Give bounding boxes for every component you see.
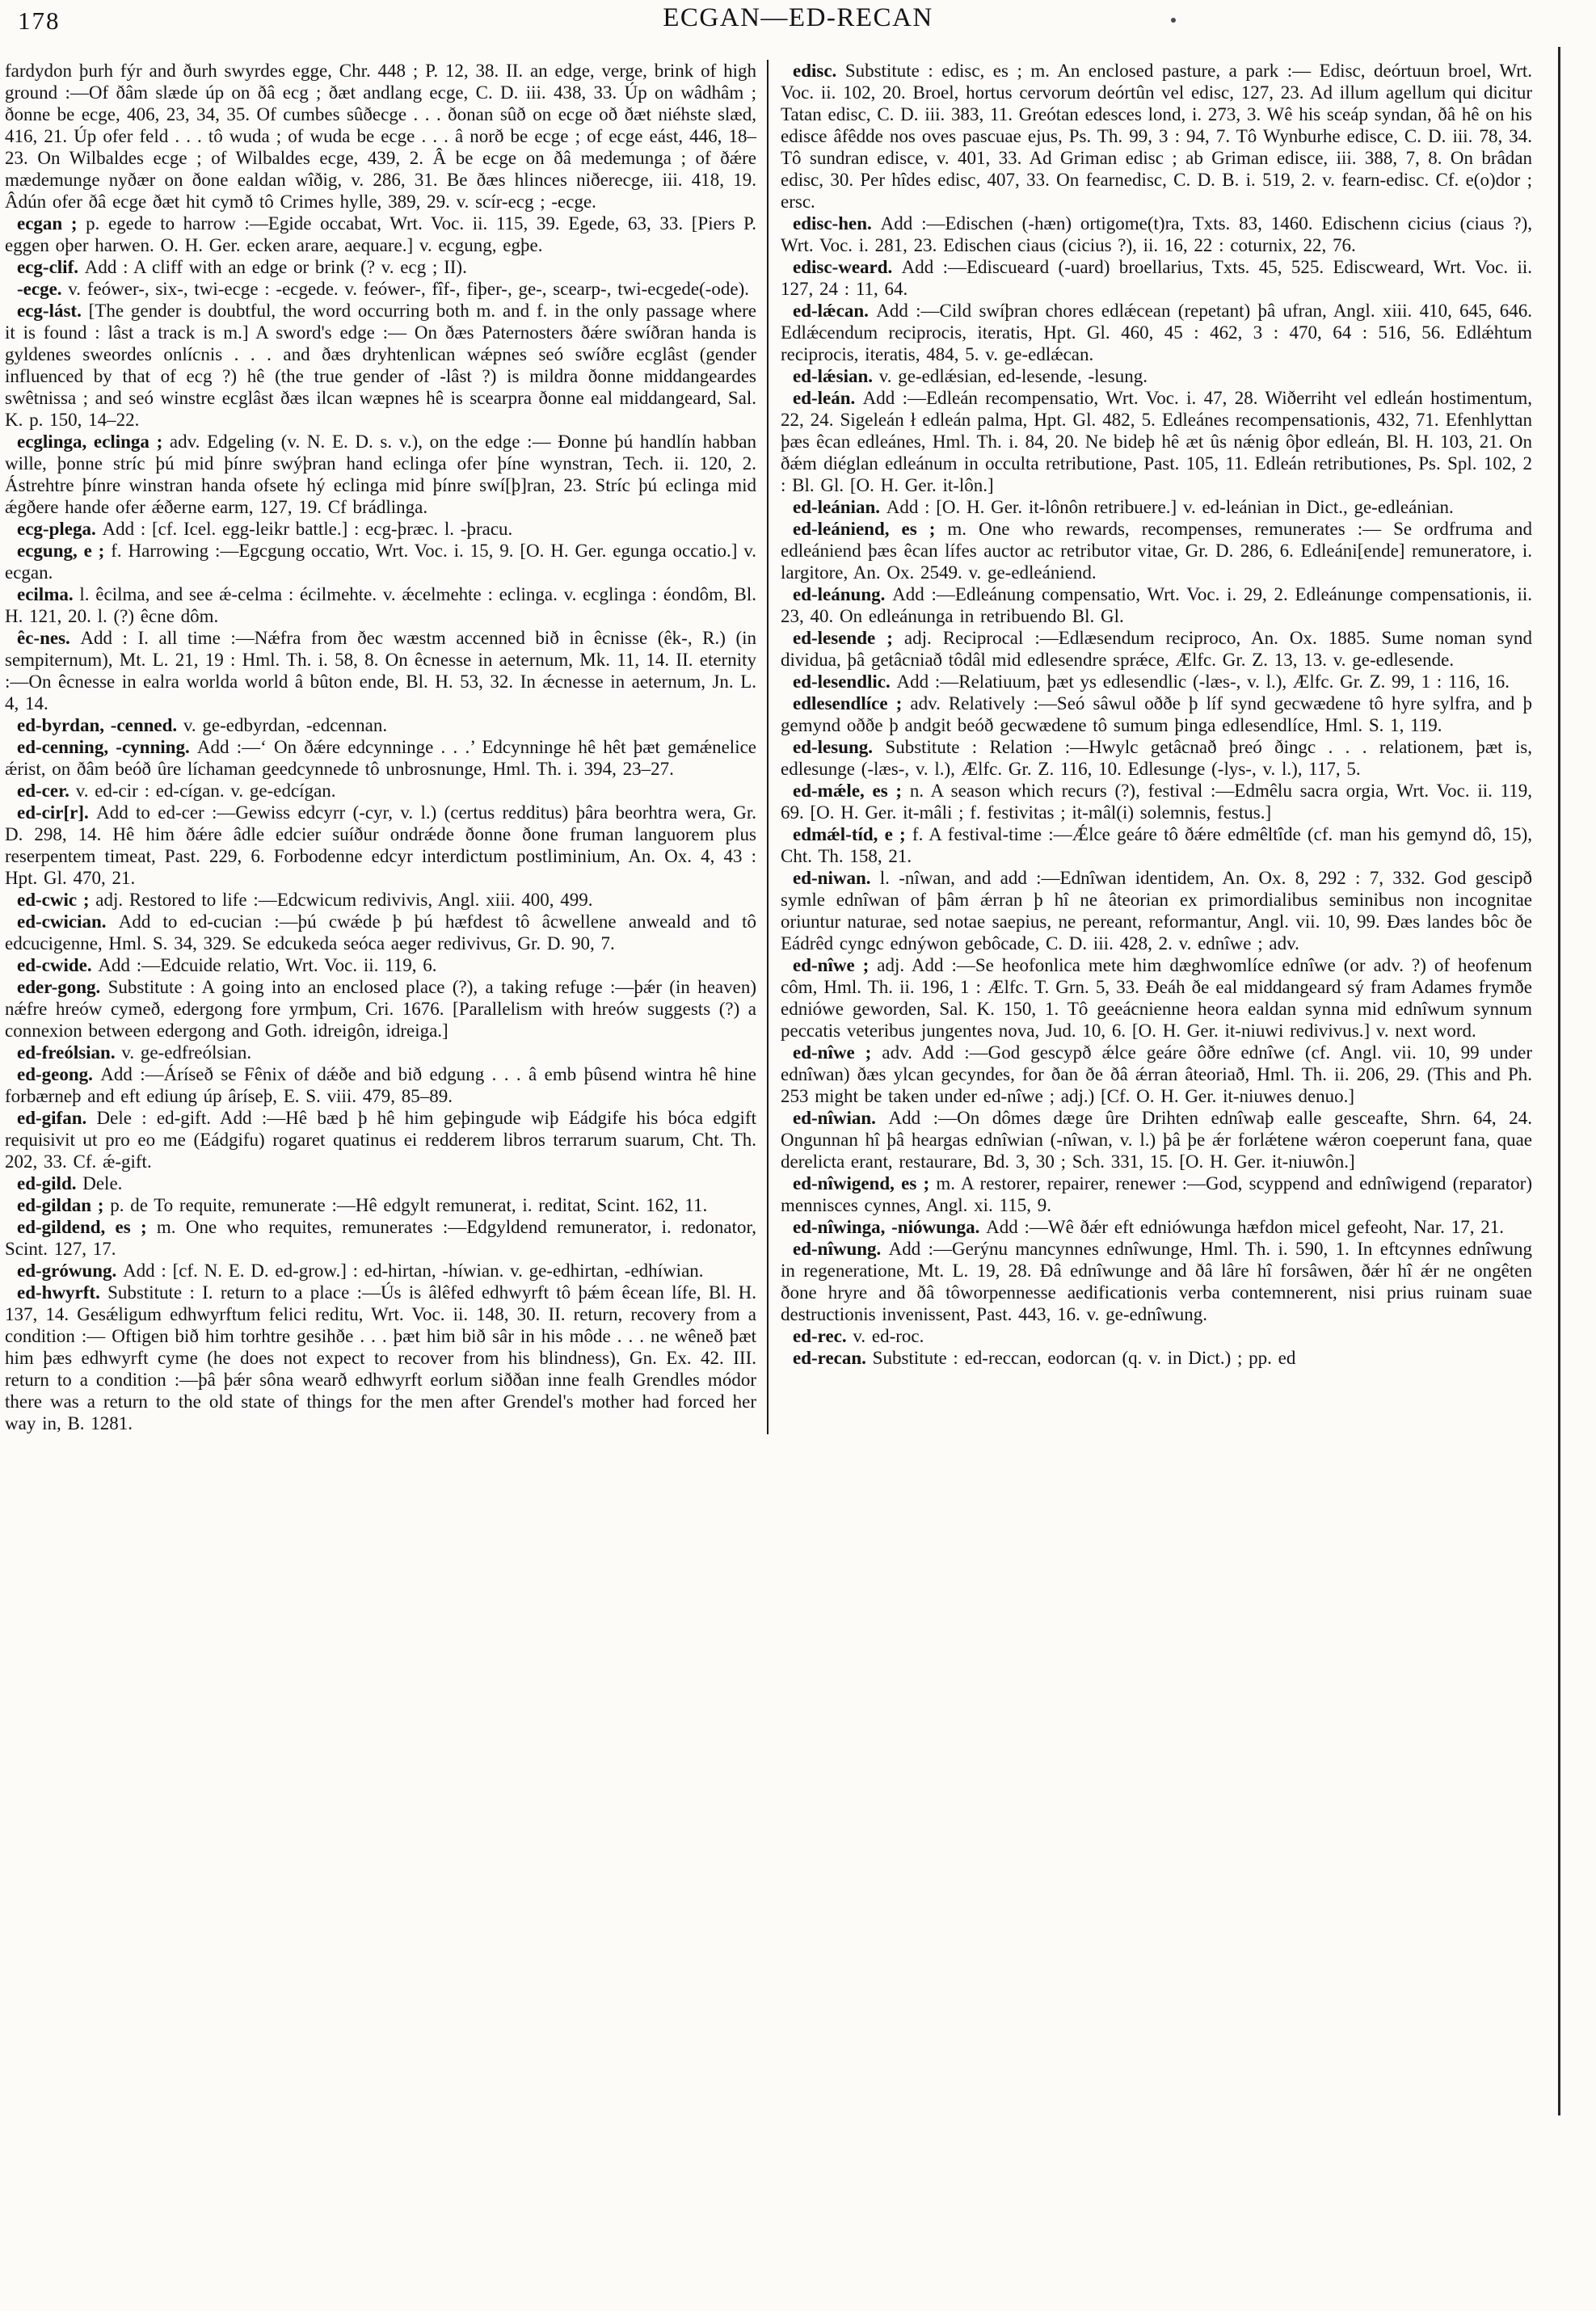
scan-speck: [1171, 18, 1176, 23]
entry-headword: ed-hwyrft.: [17, 1282, 108, 1303]
entry-headword: ed-lesung.: [793, 737, 886, 757]
dictionary-entry: [781, 823, 1532, 867]
dictionary-entry: [5, 583, 756, 627]
entry-text: Add : I. all time :—Nǽfra from ðec wæstm accenned bið in êcnisse (êk-, R.) (in sempiternum), Mt. L. 21, 19 : Hml. Th. i. 58, 8. On êcnesse in aeternum, Mk. 11, 14. II. eternity :—On êcnesse in ealra worlda world â bûton ende, Bl. H. 53, 32. In ǽcnesse in aeternum, Jn. L. 4, 14.: [5, 628, 756, 714]
dictionary-entry: [781, 954, 1532, 1042]
dictionary-entry: [781, 387, 1532, 496]
entry-text: Add : [cf. N. E. D. ed-grow.] : ed-hirtan, -híwian. v. ge-edhirtan, -edhíwian.: [123, 1261, 704, 1281]
dictionary-entry: [5, 976, 756, 1042]
dictionary-entry: [5, 1216, 756, 1260]
entry-text: Add :—Edcuide relatio, Wrt. Voc. ii. 119, 6.: [98, 955, 437, 975]
text-columns: [5, 60, 1532, 1434]
dictionary-entry: [781, 583, 1532, 627]
dictionary-entry: [5, 431, 756, 518]
dictionary-entry: [5, 911, 756, 954]
entry-text: Substitute : Relation :—Hwylc getâcnað þreó ðingc . . . relationem, þæt is, edlesunge (-læs-, v. l.), Ælfc. Gr. Z. 116, 10. Edlesunge (-lys-, v. l.), 117, 5.: [781, 737, 1532, 779]
right-edge-rule: [1558, 47, 1560, 2115]
entry-headword: ed-lǽcan.: [793, 301, 877, 321]
entry-text: Dele.: [82, 1173, 123, 1193]
right-column: [781, 60, 1532, 1434]
entry-headword: edlesendlíce ;: [793, 693, 911, 714]
entry-headword: ed-lǽsian.: [793, 366, 879, 386]
dictionary-entry: [781, 671, 1532, 692]
entry-text: m. A restorer, repairer, renewer :—God, scyppend and ednîwigend (reparator) mennisces cynnes, Angl. xi. 115, 9.: [781, 1173, 1532, 1215]
dictionary-entry: [5, 780, 756, 802]
dictionary-entry: [5, 256, 756, 278]
dictionary-entry: [781, 1042, 1532, 1107]
entry-text: Substitute : ed-reccan, eodorcan (q. v. in Dict.) ; pp. ed: [872, 1348, 1296, 1368]
entry-text: v. ed-cir : ed-cígan. v. ge-edcígan.: [75, 781, 336, 801]
entry-headword: ed-nîwe ;: [793, 955, 878, 975]
dictionary-entry: [5, 278, 756, 300]
entry-text: Add : [O. H. Ger. it-lônôn retribuere.] v. ed-leánian in Dict., ge-edleánian.: [886, 497, 1454, 517]
entry-text: adv. Relatively :—Seó sâwul oððe þ líf synd gecwædene tô hyre sylfra, and þ gemynd oððe þ andgit beóð gecwædene tô sumum þinga edlesendlíce, Hml. S. 1, 119.: [781, 693, 1532, 735]
dictionary-entry: [781, 496, 1532, 518]
dictionary-entry: [5, 300, 756, 431]
entry-headword: ed-gildend, es ;: [17, 1217, 157, 1237]
entry-text: Add : [cf. Icel. egg-leikr battle.] : ecg-þræc. l. -þracu.: [102, 519, 513, 539]
dictionary-entry: [5, 1194, 756, 1216]
dictionary-entry: [781, 627, 1532, 671]
entry-text: Add :—Ediscueard (-uard) broellarius, Txts. 45, 525. Ediscweard, Wrt. Voc. ii. 127, 24 : 11, 64.: [781, 257, 1532, 299]
entry-text: Add :—Edischen (-hæn) ortigome(t)ra, Txts. 83, 1460. Edischenn cicius (ciaus ?), Wrt. Voc. i. 281, 23. Edischen ciaus (cicius ?), ii. 16, 22 : coturnix, 22, 76.: [781, 213, 1532, 255]
entry-text: v. ge-edfreólsian.: [121, 1042, 252, 1063]
entry-headword: ed-gildan ;: [17, 1195, 111, 1215]
entry-text: Add :—Wê ðǽr eft edniówunga hæfdon micel gefeoht, Nar. 17, 21.: [986, 1217, 1505, 1237]
entry-text: m. One who requites, remunerates :—Edgyldend remunerator, i. redonator, Scint. 127, 17.: [5, 1217, 756, 1259]
dictionary-entry: [5, 60, 756, 213]
page-number: 178: [18, 6, 61, 35]
dictionary-entry: [5, 736, 756, 780]
entry-headword: ed-nîwian.: [793, 1108, 889, 1128]
entry-text: v. ed-roc.: [853, 1326, 924, 1346]
entry-text: v. ge-edlǽsian, ed-lesende, -lesung.: [878, 366, 1148, 386]
dictionary-entry: [5, 889, 756, 911]
entry-headword: ed-cwide.: [17, 955, 99, 975]
entry-text: Add :—Áríseð se Fênix of dǽðe and bið edgung . . . â emb þûsend wintra hê hine forbærneþ and eft ediung úp âríseþ, E. S. viii. 479, 85–89.: [5, 1064, 756, 1106]
dictionary-entry: [5, 1107, 756, 1172]
entry-text: Substitute : I. return to a place :—Ús is âlêfed edhwyrft tô þǽm êcean lífe, Bl. H. 137, 14. Gesǽligum edhwyrftum felici reditu, Wrt. Voc. ii. 148, 30. II. return, recovery from a condition :— Oftigen bið him torhtre gesihðe . . . þæt him bið sâr in his môde . . . ne wêneð þæt him þæs edhwyrft cyme (he does not expect to recover from his blindness), Gn. Ex. 42. III. return to a condition :—þâ þǽr sôna wearð edhwyrft eorlum siððan inne fealh Grendles módor there was a return to the old state of things for the men after Grendel's mother had forced her way in, B. 1281.: [5, 1282, 756, 1433]
entry-text: [The gender is doubtful, the word occurring both m. and f. in the only passage where it is found : lâst a track is m.] A sword's edge :— On ðæs Paternosters ðǽre swíðran handa is gyldenes sweordes onlícnis . . . and ðæs dryhtenlican wǽpnes seó swíðre ecglâst (gender influenced by that of ecg ?) hê (the true gender of -lâst ?) is mildra ðonne middangeardes swêtnissa ; and seó winstre ecglâst ðæs ilcan wæpnes hê is scearpra ðonne eal middangeard, Sal. K. p. 150, 14–22.: [5, 301, 756, 430]
entry-text: Add :—Gerýnu mancynnes ednîwunge, Hml. Th. i. 590, 1. In eftcynnes ednîwung in regeneratione, Mt. L. 19, 28. Ðâ ednîwunge and ðâ lâre hî forsâwen, ðǽr hî ǽr ne ongêten ðone hryre and ðâ tôworpennesse aedificationis verba contemnerent, nisi prius ruinam suae destructionis invenissent, Past. 443, 16. v. ge-ednîwung.: [781, 1239, 1532, 1324]
entry-headword: ecg-plega.: [17, 519, 103, 539]
entry-headword: edisc-hen.: [793, 213, 881, 234]
entry-text: n. A season which recurs (?), festival :—Edmêlu sacra orgia, Wrt. Voc. ii. 119, 69. [O. H. Ger. it-mâli ; f. festivitas ; it-mâl(i) solemnis, festus.]: [781, 781, 1532, 823]
entry-headword: ed-gild.: [17, 1173, 83, 1193]
entry-headword: edisc-weard.: [793, 257, 902, 277]
entry-text: Add :—Edleánung compensatio, Wrt. Voc. i. 29, 2. Edleánunge compensationis, ii. 23, 40. On edleánunga in retribuendo Bl. Gl.: [781, 584, 1532, 626]
entry-text: Add to ed-cucian :—þú cwǽde þ þú hæfdest tô âcwellene anweald and tô edcucigenne, Hml. S. 34, 329. Se edcukeda seóca aeger redivivus, Gr. D. 90, 7.: [5, 911, 756, 953]
entry-headword: ed-lesende ;: [793, 628, 904, 648]
entry-headword: eder-gong.: [17, 977, 108, 997]
entry-headword: ed-nîwung.: [793, 1239, 889, 1259]
entry-headword: ed-grówung.: [17, 1261, 124, 1281]
page-title: ECGAN—ED-RECAN: [663, 3, 933, 32]
dictionary-entry: [781, 1325, 1532, 1347]
dictionary-entry: [5, 802, 756, 889]
entry-text: v. feówer-, six-, twi-ecge : -ecgede. v. feówer-, fîf-, fiþer-, ge-, scearp-, twi-ecgede(-ode).: [68, 279, 750, 299]
dictionary-entry: [5, 213, 756, 256]
entry-headword: ed-gifan.: [17, 1108, 97, 1128]
dictionary-entry: [5, 714, 756, 736]
entry-text: Substitute : edisc, es ; m. An enclosed pasture, a park :— Edisc, deórtuun broel, Wrt. Voc. ii. 102, 20. Broel, hortus cervorum deórtûn vel edisc, 127, 23. Ad illum agellum qui dicitur Tatan edisc, C. D. iii. 383, 11. Greótan edesces lond, i. 273, 3. Wê his sceáp syndan, ðâ hê on his edisce âfêdde nos oves pascuae ejus, Ps. Th. 99, 3 : 94, 7. Tô Wynburhe edisce, C. D. iii. 78, 34. Tô sundran edisce, v. 401, 33. Ad Griman edisc ; ab Griman edisce, iii. 388, 7, 8. On brâdan edisc, 30. Per hîdes edisc, 407, 33. On fearnedisc, C. D. B. i. 519, 2. v. fearn-edisc. Cf. e(o)dor ; ersc.: [781, 61, 1532, 212]
entry-headword: ed-freólsian.: [17, 1042, 122, 1063]
entry-headword: ed-cir[r].: [17, 802, 97, 823]
entry-headword: ecgan ;: [17, 213, 86, 234]
dictionary-entry: [781, 736, 1532, 780]
entry-headword: ed-mǽle, es ;: [793, 781, 910, 801]
entry-headword: -ecge.: [17, 279, 69, 299]
entry-headword: êc-nes.: [17, 628, 81, 648]
entry-headword: ecilma.: [17, 584, 80, 604]
dictionary-entry: [781, 1238, 1532, 1325]
entry-headword: ed-rec.: [793, 1326, 853, 1346]
entry-text: adv. Edgeling (v. N. E. D. s. v.), on the edge :— Ðonne þú handlín habban wille, þonne stríc þú mid þínre swýþran hand eclinga ofer þíne wynstran, Tech. ii. 120, 2. Ástrehtre þínre winstran handa ofsete hý eclinga mid þínre swí[þ]ran, 23. Stríc þú eclinga mid ǽgðere hande ofer ǽðerne earm, 127, 19. Cf brádlinga.: [5, 431, 756, 517]
entry-headword: ed-cwic ;: [17, 890, 96, 910]
dictionary-entry: [781, 518, 1532, 583]
entry-text: v. ge-edbyrdan, -edcennan.: [183, 715, 388, 735]
dictionary-entry: [5, 1172, 756, 1194]
entry-headword: ed-leánian.: [793, 497, 886, 517]
dictionary-entry: [5, 1063, 756, 1107]
dictionary-entry: [5, 518, 756, 540]
entry-text: p. de To requite, remunerate :—Hê edgylt remunerat, i. reditat, Scint. 162, 11.: [110, 1195, 708, 1215]
entry-headword: ed-cer.: [17, 781, 76, 801]
entry-headword: edmǽl-tíd, e ;: [793, 824, 912, 844]
dictionary-entry: [5, 540, 756, 583]
entry-text: fardydon þurh fýr and ðurh swyrdes egge, Chr. 448 ; P. 12, 38. II. an edge, verge, brink of high ground :—Of ðâm slæde úp on ðâ ecg ; ðæt andlang ecge, C. D. iii. 438, 33. Úp on wâdhâm ; ðonne be ecge, 406, 23, 34, 35. Of cumbes sûðecge . . . ðonan sûð on ecge oð ðæt niéhste slæd, 416, 21. Úp ofer feld . . . tô wuda ; of wuda be ecge . . . â norð be ecge ; of ecge eást, 446, 18–23. On Wilbaldes ecge ; of Wilbaldes ecge, 439, 2. Â be ecge on ðâ medemunga ; of ðǽre mædemunge nyðær on ðone ealdan wîðig, v. 286, 31. Be ðæs hlinces niðerecge, iii. 418, 19. Âdún ofer ðâ ecge ðæt hit cymð tô Crimes hylle, 389, 29. v. scír-ecg ; -ecge.: [5, 61, 756, 212]
dictionary-entry: [5, 627, 756, 714]
entry-headword: ed-recan.: [793, 1348, 873, 1368]
entry-text: adj. Reciprocal :—Edlæsendum reciproco, An. Ox. 1885. Sume noman synd dividua, þâ getâcniað tôdâl mid edlesendre sprǽce, Ælfc. Gr. Z. 13, 13. v. ge-edlesende.: [781, 628, 1532, 670]
dictionary-entry: [5, 954, 756, 976]
entry-headword: ecg-clif.: [17, 257, 85, 277]
dictionary-entry: [781, 692, 1532, 736]
entry-headword: ed-byrdan, -cenned.: [17, 715, 183, 735]
entry-headword: ed-niwan.: [793, 868, 880, 888]
entry-headword: ed-nîwinga, -niówunga.: [793, 1217, 987, 1237]
dictionary-entry: [781, 1216, 1532, 1238]
dictionary-entry: [781, 256, 1532, 300]
entry-text: l. -nîwan, and add :—Ednîwan identidem, An. Ox. 8, 292 : 7, 332. God gescipð symle ednîwan of þâm ǽrran þ hî ne âteorian ex primordialibus seminibus non incognitae oriuntur naturae, sed notae saepius, ne pereant, reformantur, Angl. vii. 10, 99. Ðæs landes bôc ðe Eádrêd cyngc ednýwon gebôcade, C. D. iii. 428, 2. v. ednîwe ; adv.: [781, 868, 1532, 953]
entry-text: Dele : ed-gift. Add :—Hê bæd þ hê him geþingude wiþ Eádgife his bóca edgift requisivit ut pro eo me (Eádgifu) rogaret quatinus ei redderem libros terrarum suarum, Cht. Th. 202, 33. Cf. ǽ-gift.: [5, 1108, 756, 1172]
entry-text: f. Harrowing :—Egcgung occatio, Wrt. Voc. i. 15, 9. [O. H. Ger. egunga occatio.] v. ecgan.: [5, 541, 756, 583]
entry-text: Add :—On dômes dæge ûre Drihten ednîwaþ ealle gesceafte, Shrn. 64, 24. Ongunnan hî þâ heargas ednîwian (-nîwan, v. l.) þâ þe ǽr forlǽtene wǽron coeperunt fana, quae derelicta erant, restaurare, Bd. 3, 30 ; Sch. 331, 15. [O. H. Ger. it-niuwôn.]: [781, 1108, 1532, 1172]
dictionary-entry: [781, 365, 1532, 387]
entry-headword: ed-cenning, -cynning.: [17, 737, 197, 757]
entry-headword: ed-lesendlic.: [793, 671, 897, 692]
entry-headword: ed-nîwe ;: [793, 1042, 882, 1063]
dictionary-entry: [781, 300, 1532, 365]
entry-headword: ed-leán.: [793, 388, 863, 408]
entry-headword: ecgung, e ;: [17, 541, 112, 561]
entry-text: adv. Add :—God gescypð ǽlce geáre ôðre ednîwe (cf. Angl. vii. 10, 99 under ednîwan) ðæs ylcan gecyndes, for ðan ðe ðâ ǽrran âteoriað, Hml. Th. ii. 206, 29. (This and Ph. 253 might be taken under ed-nîwe ; adj.) [Cf. O. H. Ger. it-niuwes denuo.]: [781, 1042, 1532, 1106]
entry-text: f. A festival-time :—Ǽlce geáre tô ðǽre edmêltîde (cf. man his gemynd dô, 15), Cht. Th. 158, 21.: [781, 824, 1532, 866]
dictionary-entry: [781, 60, 1532, 213]
dictionary-entry: [781, 1172, 1532, 1216]
dictionary-entry: [5, 1042, 756, 1063]
entry-text: Add :—Cild swíþran chores edlǽcean (repetant) þâ ufran, Angl. xiii. 410, 645, 646. Edlǽcendum reciprocis, iteratis, Hpt. Gl. 460, 45 : 462, 3 : 470, 64 : 516, 56. Edlǽhtum reciprocis, iteratis, 484, 5. v. ge-edlǽcan.: [781, 301, 1532, 364]
entry-text: Add to ed-cer :—Gewiss edcyrr (-cyr, v. l.) (certus redditus) þâra beorhtra wera, Gr. D. 298, 14. Hê him ðǽre âdle edcier suíður ondrǽde ðonne ðone fruman languorem plus reserpentem timeat, Past. 229, 6. Forbodenne edcyr interdictum postliminium, An. Ox. 4, 43 : Hpt. Gl. 470, 21.: [5, 802, 756, 888]
dictionary-entry: [5, 1282, 756, 1434]
entry-text: adj. Add :—Se heofonlica mete him dæghwomlíce ednîwe (or adv. ?) of heofenum côm, Hml. Th. ii. 196, 1 : Ælfc. T. Grn. 5, 33. Ðeáh ðe eal middangeard sý fram Adames frymðe edniówe geworden, Sal. K. 150, 1. Tô geeácnienne heora ealdan synna mid ednîwum synnum peccatis veteribus jungentes nova, Jud. 10, 6. [O. H. Ger. it-niuwi redivivus.] v. next word.: [781, 955, 1532, 1041]
entry-text: l. êcilma, and see ǽ-celma : écilmehte. v. ǽcelmehte : eclinga. v. ecglinga : éondôm, Bl. H. 121, 20. l. (?) êcne dôm.: [5, 584, 757, 626]
dictionary-entry: [781, 1347, 1532, 1369]
dictionary-entry: [781, 213, 1532, 256]
entry-text: Add : A cliff with an edge or brink (? v. ecg ; II).: [84, 257, 467, 277]
entry-headword: ed-leánung.: [793, 584, 893, 604]
entry-text: Add :—Relatiuum, þæt ys edlesendlic (-læs-, v. l.), Ælfc. Gr. Z. 99, 1 : 116, 16.: [896, 671, 1510, 692]
entry-headword: ed-cwician.: [17, 911, 119, 932]
entry-text: Add :—‘ On ðǽre edcynninge . . .’ Edcynninge hê hêt þæt gemǽnelice ǽrist, on ðâm beóð ûre líchaman geedcynnede tô unbrosnunge, Hml. Th. i. 394, 23–27.: [5, 737, 756, 779]
entry-text: adj. Restored to life :—Edcwicum redivivis, Angl. xiii. 400, 499.: [95, 890, 593, 910]
entry-headword: ed-nîwigend, es ;: [793, 1173, 937, 1193]
entry-text: Add :—Edleán recompensatio, Wrt. Voc. i. 47, 28. Wiðerriht vel edleán hostimentum, 22, 24. Sigeleán ł edleán palma, Hpt. Gl. 482, 5. Edleánes recompensationis, 432, 71. Efenhlyttan þæs êcan edleánes, Hml. Th. i. 84, 20. Ne bideþ hê æt ûs nǽnig ôþor edleán, Bl. H. 103, 21. On ðǽm diéglan edleánum in occulta retributione, Past. 105, 11. Edleán retributiones, Ps. Spl. 102, 2 : Bl. Gl. [O. H. Ger. it-lôn.]: [781, 388, 1532, 495]
entry-headword: ed-geong.: [17, 1064, 101, 1084]
entry-headword: ecglinga, eclinga ;: [17, 431, 170, 452]
dictionary-entry: [781, 867, 1532, 954]
entry-headword: ecg-lást.: [17, 301, 89, 321]
left-column: [5, 60, 756, 1434]
entry-text: p. egede to harrow :—Egide occabat, Wrt. Voc. ii. 115, 39. Egede, 63, 33. [Piers P. eggen oþer harwen. O. H. Ger. ecken arare, aequare.] v. ecgung, egþe.: [5, 213, 756, 255]
entry-headword: ed-leániend, es ;: [793, 519, 948, 539]
entry-headword: edisc.: [793, 61, 845, 81]
dictionary-entry: [5, 1260, 756, 1282]
dictionary-entry: [781, 780, 1532, 823]
dictionary-entry: [781, 1107, 1532, 1172]
column-divider-rule: [767, 60, 769, 1434]
entry-text: m. One who rewards, recompenses, remunerates :— Se ordfruma and edleániend þæs êcan lífes auctor ac retributor vitae, Gr. D. 286, 6. Edleáni[ende] remuneratore, i. largitore, An. Ox. 2549. v. ge-edleániend.: [781, 519, 1532, 583]
entry-text: Substitute : A going into an enclosed place (?), a taking refuge :—þǽr (in heaven) nǽfre hreów cymeð, edergong fore yrmþum, Cri. 1676. [Parallelism with hreów suggests (?) a connexion between edergong and Goth. idreigôn, idreiga.]: [5, 977, 756, 1041]
